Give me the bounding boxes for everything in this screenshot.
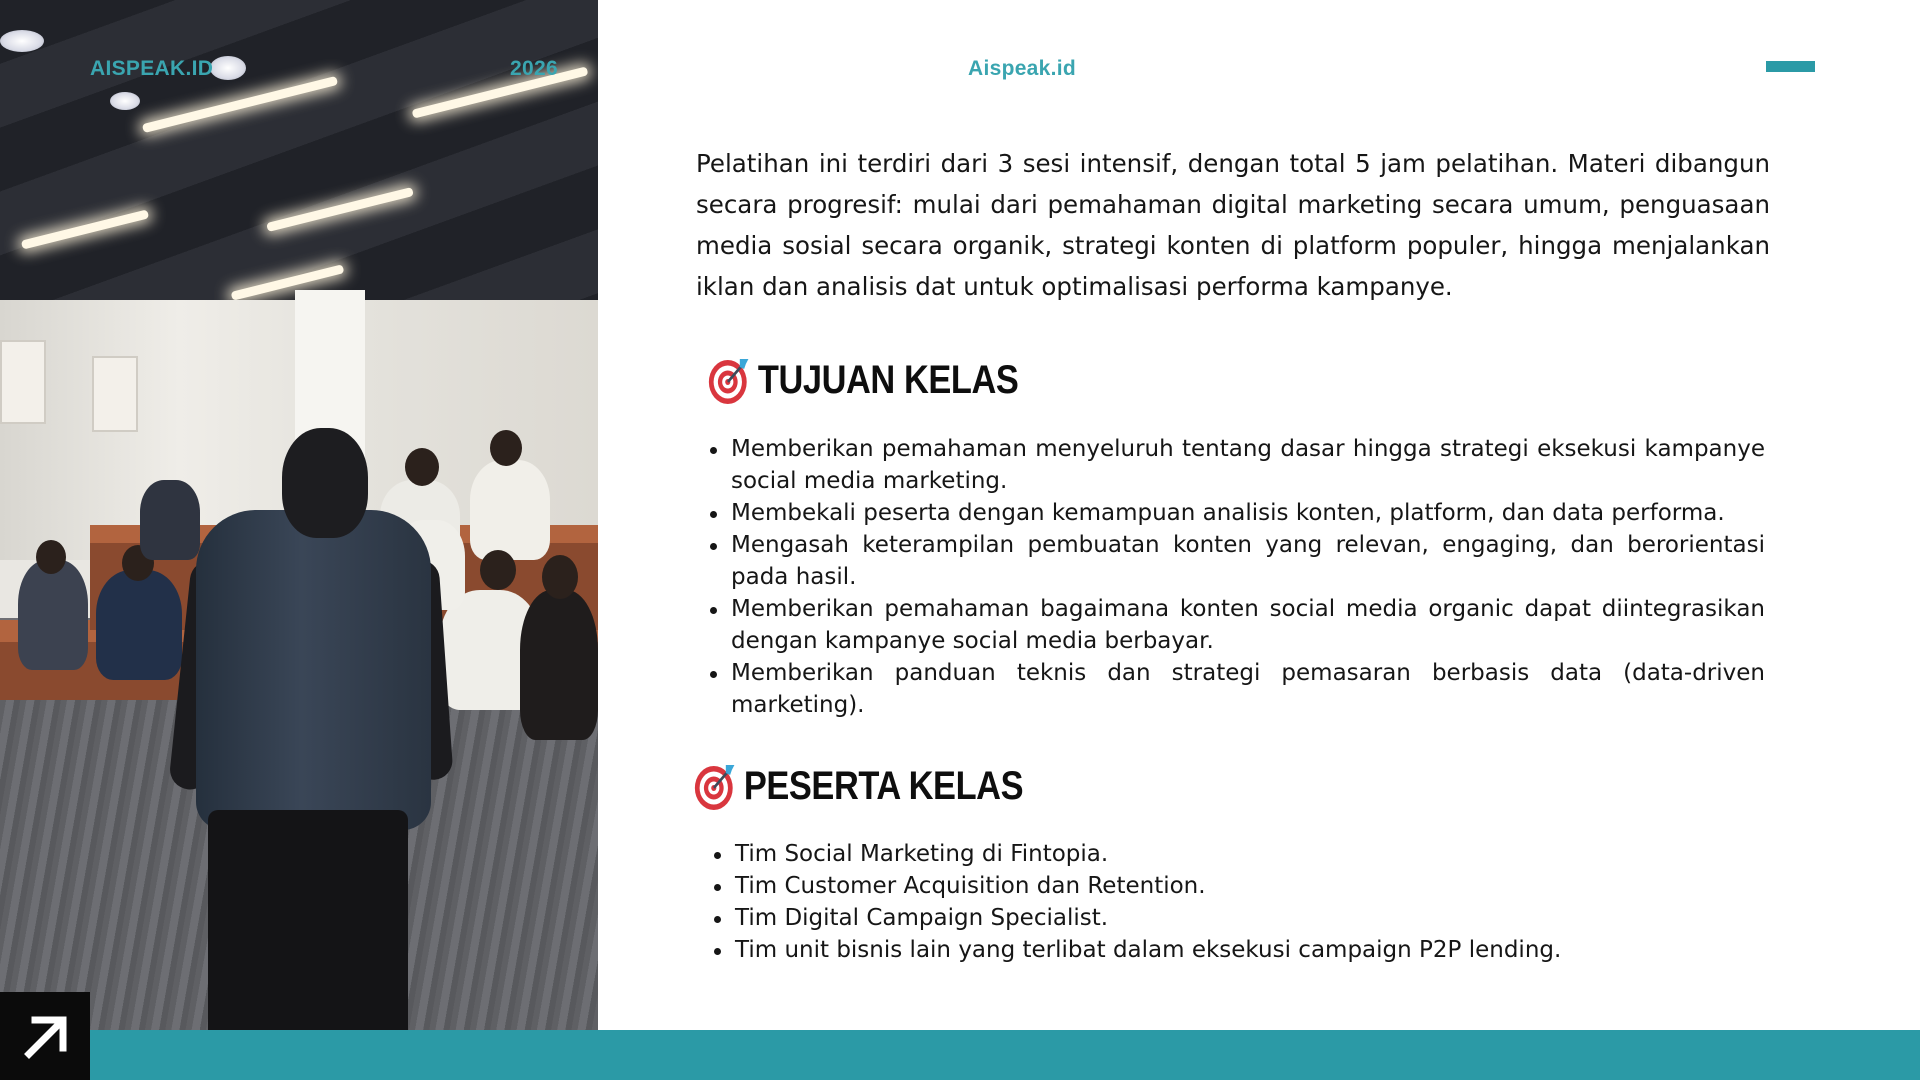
photo-lamp bbox=[0, 30, 44, 52]
arrow-badge[interactable] bbox=[0, 992, 90, 1080]
accent-dash bbox=[1766, 61, 1815, 72]
footer-accent-bar bbox=[90, 1030, 1920, 1080]
photo-audience bbox=[405, 448, 439, 486]
photo-ceiling bbox=[0, 0, 598, 340]
photo-audience bbox=[490, 430, 522, 466]
photo-audience bbox=[36, 540, 66, 574]
list-item: Tim Customer Acquisition dan Retention. bbox=[735, 870, 1835, 902]
target-icon bbox=[708, 355, 751, 405]
photo-audience bbox=[470, 460, 550, 560]
photo-lamp bbox=[210, 56, 246, 80]
photo-audience bbox=[18, 560, 88, 670]
photo-audience bbox=[542, 555, 578, 599]
list-item: Tim unit bisnis lain yang terlibat dalam eksekusi campaign P2P lending. bbox=[735, 934, 1835, 966]
workshop-photo bbox=[0, 0, 598, 1030]
list-item: Membekali peserta dengan kemampuan analisis konten, platform, dan data performa. bbox=[731, 497, 1765, 529]
year-label: 2026 bbox=[510, 57, 558, 80]
list-item: Memberikan panduan teknis dan strategi pemasaran berbasis data (data-driven marketing). bbox=[731, 657, 1765, 721]
intro-paragraph: Pelatihan ini terdiri dari 3 sesi intensif, dengan total 5 jam pelatihan. Materi dibangun secara progresif: mulai dari pemahaman digital marketing secara umum, penguasaan media sosial secara organik, strategi konten di platform populer, hingga menjalankan iklan dan analisis dat untuk optimalisasi performa kampanye. bbox=[696, 149, 1770, 301]
arrow-up-right-icon bbox=[19, 1010, 71, 1062]
section-title-tujuan bbox=[708, 355, 1018, 405]
tujuan-list bbox=[731, 433, 1765, 721]
section-title-peserta bbox=[694, 761, 1023, 811]
list-item: Tim Digital Campaign Specialist. bbox=[735, 902, 1835, 934]
photo-speaker bbox=[208, 810, 408, 1030]
photo-audience bbox=[96, 570, 182, 680]
photo-lamp bbox=[110, 92, 140, 110]
photo-speaker bbox=[282, 428, 368, 538]
peserta-list bbox=[735, 838, 1835, 966]
list-item: Memberikan pemahaman menyeluruh tentang dasar hingga strategi eksekusi kampanye social media marketing. bbox=[731, 433, 1765, 497]
brand-label: AISPEAK.ID bbox=[90, 57, 214, 80]
site-label: Aispeak.id bbox=[968, 57, 1077, 80]
section-title-peserta-label: PESERTA KELAS bbox=[743, 763, 1024, 808]
list-item: Tim Social Marketing di Fintopia. bbox=[735, 838, 1835, 870]
photo-audience bbox=[480, 550, 516, 590]
section-title-tujuan-label: TUJUAN KELAS bbox=[757, 357, 1019, 402]
list-item: Memberikan pemahaman bagaimana konten social media organic dapat diintegrasikan dengan kampanye social media berbayar. bbox=[731, 593, 1765, 657]
photo-wall-art bbox=[0, 340, 46, 424]
photo-audience bbox=[140, 480, 200, 560]
photo-audience bbox=[520, 590, 598, 740]
photo-speaker bbox=[196, 510, 431, 830]
list-item: Mengasah keterampilan pembuatan konten yang relevan, engaging, dan berorientasi pada hasil. bbox=[731, 529, 1765, 593]
photo-wall-art bbox=[92, 356, 138, 432]
target-icon bbox=[694, 761, 737, 811]
